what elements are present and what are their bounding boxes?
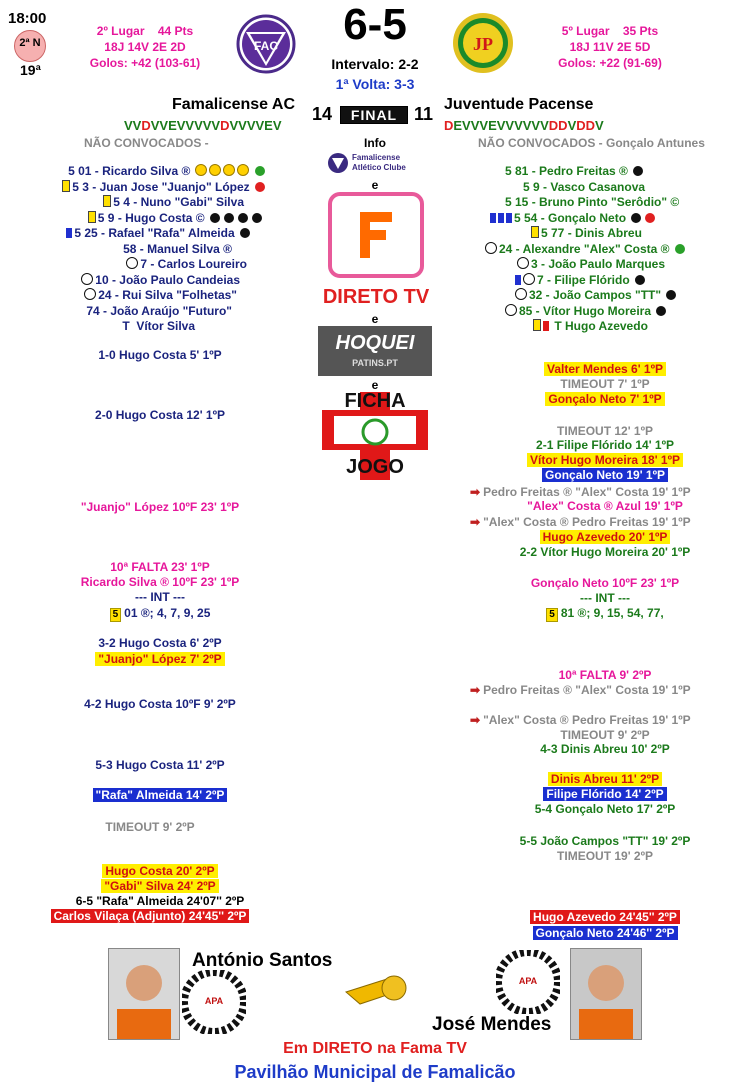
event-substitution-text: "Alex" Costa ® Pedro Freitas 19' 1ºP [483,713,691,727]
event-goal: 4-3 Dinis Abreu 10' 2ºP [540,742,670,756]
home-form [124,118,282,133]
event-tenth-foul: 10ª FALTA 23' 1ºP [110,560,210,574]
event-lineup-change-text: 01 ®; 4, 7, 9, 25 [124,606,211,620]
away-player: 85 - Vítor Hugo Moreira [505,304,750,320]
division-badge [14,30,46,62]
away-goals: Golos: +22 (91-69) [558,56,662,70]
event-card [480,468,730,482]
event-card-text: Filipe Flórido 14' 2ºP [543,787,666,801]
event-card-text: Hugo Azevedo 24'45'' 2ºP [530,910,680,924]
event-goal: 2-2 Vítor Hugo Moreira 20' 1ºP [519,545,691,559]
away-player: 5 9 - Vasco Casanova [523,179,646,194]
info-label: Info [364,136,386,150]
event-card [40,788,280,802]
event-foul: "Juanjo" López 10ºF 23' 1ºP [80,500,240,514]
ficha-jogo-logo [322,392,428,480]
event-card [480,392,730,406]
home-player: 5 9 - Hugo Costa © [0,211,322,227]
event-card [480,910,730,924]
jogo-label: JOGO [346,456,404,478]
and-separator-3: e [371,378,379,392]
event-card [40,652,280,666]
event-card: "Alex" Costa ® Azul 19' 1ºP [527,499,683,513]
final-label: FINAL [350,107,398,123]
away-form [444,118,604,133]
event-goal: 3-2 Hugo Costa 6' 2ºP [98,636,222,650]
away-record: 18J 11V 2E 5D [569,40,651,54]
event-goal: 2-1 Filipe Flórido 14' 1ºP [536,438,674,452]
event-card-text: Gonçalo Neto 7' 1ºP [545,392,664,406]
referee-1-name: António Santos [192,950,333,971]
home-player: 5 4 - Nuno "Gabi" Silva [0,195,322,211]
away-player: 3 - João Paulo Marques [505,257,750,273]
club-logo [326,150,426,176]
event-timeout: TIMEOUT 9' 2ºP [105,820,195,834]
direto-tv-label: DIRETO TV [322,286,430,308]
event-interval: --- INT --- [580,591,630,605]
event-card-text: Hugo Azevedo 20' 1ºP [540,530,671,544]
away-position: 5º Lugar [561,24,610,38]
home-player: 7 - Carlos Loureiro [0,257,322,273]
away-stats [535,24,685,70]
home-player: 10 - João Paulo Candeias [0,273,322,289]
home-player: 5 3 - Juan Jose "Juanjo" López [0,180,322,196]
whistle-icon [340,970,412,1010]
arrow-icon: ➡ [470,713,481,727]
event-goal: 4-2 Hugo Costa 10ºF 9' 2ºP [84,697,236,711]
away-player: 5 54 - Gonçalo Neto [490,211,750,227]
event-goal: 5-4 Gonçalo Neto 17' 2ºP [534,802,676,816]
home-not-called: NÃO CONVOCADOS - [84,136,209,150]
svg-text:JP: JP [473,34,493,54]
arrow-icon: ➡ [470,683,481,697]
event-lineup-change-text: 81 ®; 9, 15, 54, 77, [560,606,664,620]
event-card [480,787,730,801]
division-label: 2ª N [19,37,41,49]
away-player: 32 - João Campos "TT" [505,288,750,304]
away-points: 35 Pts [622,24,659,38]
event-tenth-foul: 10ª FALTA 9' 2ºP [558,668,652,682]
away-team-logo [452,12,514,74]
interval-score: Intervalo: 2-2 [331,56,419,72]
home-goals: Golos: +42 (103-61) [89,56,201,70]
home-lineup [0,164,322,335]
event-substitution [470,713,750,727]
and-separator-1: e [371,178,379,192]
event-card-text: Hugo Costa 20' 2ºP [102,864,217,878]
event-card-text: Gonçalo Neto 19' 1ºP [542,468,668,482]
event-card [480,362,730,376]
event-card [480,453,730,467]
ficha-label: FICHA [344,390,406,412]
event-timeout: TIMEOUT 19' 2ºP [557,849,653,863]
event-goal: 1-0 Hugo Costa 5' 1ºP [98,348,222,362]
event-card-text: "Rafa" Almeida 14' 2ºP [93,788,228,802]
home-player: 5 01 - Ricardo Silva ® [0,164,322,180]
event-foul: Gonçalo Neto 10ºF 23' 1ºP [530,576,680,590]
referee-1-photo [108,948,180,1040]
venue-label: Pavilhão Municipal de Famalicão [234,1062,516,1082]
event-goal: 5-5 João Campos "TT" 19' 2ºP [519,834,691,848]
event-card-text: Valter Mendes 6' 1ºP [544,362,666,376]
and-separator-2: e [371,312,379,326]
event-goal: 5-3 Hugo Costa 11' 2ºP [95,758,225,772]
event-card [40,879,280,893]
club-logo-text: Famalicense Atlético Clube [352,153,406,172]
away-goals-count: 11 [414,104,434,124]
away-player: T Hugo Azevedo [505,319,750,335]
event-card-text: "Juanjo" López 7' 2ºP [95,652,224,666]
event-card-text: Dinis Abreu 11' 2ºP [548,772,662,786]
event-card-text: Carlos Vilaça (Adjunto) 24'45'' 2ºP [51,909,250,923]
broadcast-label: Em DIRETO na Fama TV [283,1040,467,1057]
home-points: 44 Pts [157,24,194,38]
event-timeout: TIMEOUT 9' 2ºP [560,728,650,742]
apa-logo-1 [182,970,246,1034]
svg-text:FAC: FAC [254,39,278,53]
event-card [40,864,280,878]
away-not-called: NÃO CONVOCADOS - Gonçalo Antunes [478,136,705,150]
away-player: 7 - Filipe Flórido [505,273,750,289]
home-team-logo [236,14,296,74]
event-substitution-text: Pedro Freitas ® "Alex" Costa 19' 1ºP [483,485,691,499]
event-substitution [470,515,750,529]
away-team-name: Juventude Pacense [444,96,594,113]
home-stats [70,24,220,70]
event-foul: Ricardo Silva ® 10ºF 23' 1ºP [80,575,240,589]
event-card [480,530,730,544]
home-record: 18J 14V 2E 2D [104,40,186,54]
round-label: 19ª [20,62,41,78]
hoquei-label: HOQUEI [335,332,415,354]
event-card [20,909,280,923]
final-score: 6-5 [343,0,407,49]
event-lineup-change: 5 01 ®; 4, 7, 9, 25 [40,606,280,622]
home-goals-count: 14 [312,104,333,124]
home-form-text: VVDVVEVVVVVDVVVVEV [124,118,282,133]
event-goal: 2-0 Hugo Costa 12' 1ºP [95,408,225,422]
away-lineup [499,164,750,335]
event-substitution [470,683,750,697]
referee-2-photo [570,948,642,1040]
patins-label: PATINS.PT [352,358,398,368]
event-card [480,926,730,940]
home-player: 74 - João Araújo "Futuro" [86,303,232,318]
home-team-name: Famalicense AC [172,96,296,113]
referee-2-name: José Mendes [432,1014,552,1035]
home-position: 2º Lugar [96,24,145,38]
event-substitution [470,485,750,499]
first-half-result: 1ª Volta: 3-3 [335,76,415,92]
event-timeout: TIMEOUT 12' 1ºP [557,424,653,438]
away-player: 5 77 - Dinis Abreu [505,226,750,242]
arrow-icon: ➡ [470,515,481,529]
event-card-text: Vítor Hugo Moreira 18' 1ºP [527,453,683,467]
apa-label: APA [518,976,538,986]
apa-label: APA [204,996,224,1006]
away-player: 24 - Alexandre "Alex" Costa ® [485,242,750,258]
fama-tv-logo [326,192,426,278]
event-goal: 6-5 "Rafa" Almeida 24'07'' 2ºP [75,894,245,908]
final-badge [340,106,408,124]
hoquei-patins-logo [318,326,432,376]
away-player: 5 15 - Bruno Pinto "Serôdio" © [505,195,680,209]
apa-logo-2 [496,950,560,1014]
away-form-text: DEVVVEVVVVVVDDVDDV [444,118,604,133]
away-player: 5 81 - Pedro Freitas ® [505,164,750,180]
arrow-icon: ➡ [470,485,481,499]
home-player: 24 - Rui Silva "Folhetas" [0,288,322,304]
event-card-text: "Gabi" Silva 24' 2ºP [101,879,218,893]
event-substitution-text: Pedro Freitas ® "Alex" Costa 19' 1ºP [483,683,691,697]
event-card-text: Gonçalo Neto 24'46'' 2ºP [533,926,678,940]
home-player: T Vítor Silva [122,319,195,333]
event-interval: --- INT --- [135,590,185,604]
home-player: 5 25 - Rafael "Rafa" Almeida [0,226,322,242]
event-timeout: TIMEOUT 7' 1ºP [560,377,650,391]
event-lineup-change: 5 81 ®; 9, 15, 54, 77, [480,606,730,622]
event-card [480,772,730,786]
match-time: 18:00 [8,10,47,27]
event-substitution-text: "Alex" Costa ® Pedro Freitas 19' 1ºP [483,515,691,529]
home-player: 58 - Manuel Silva ® [123,241,232,256]
